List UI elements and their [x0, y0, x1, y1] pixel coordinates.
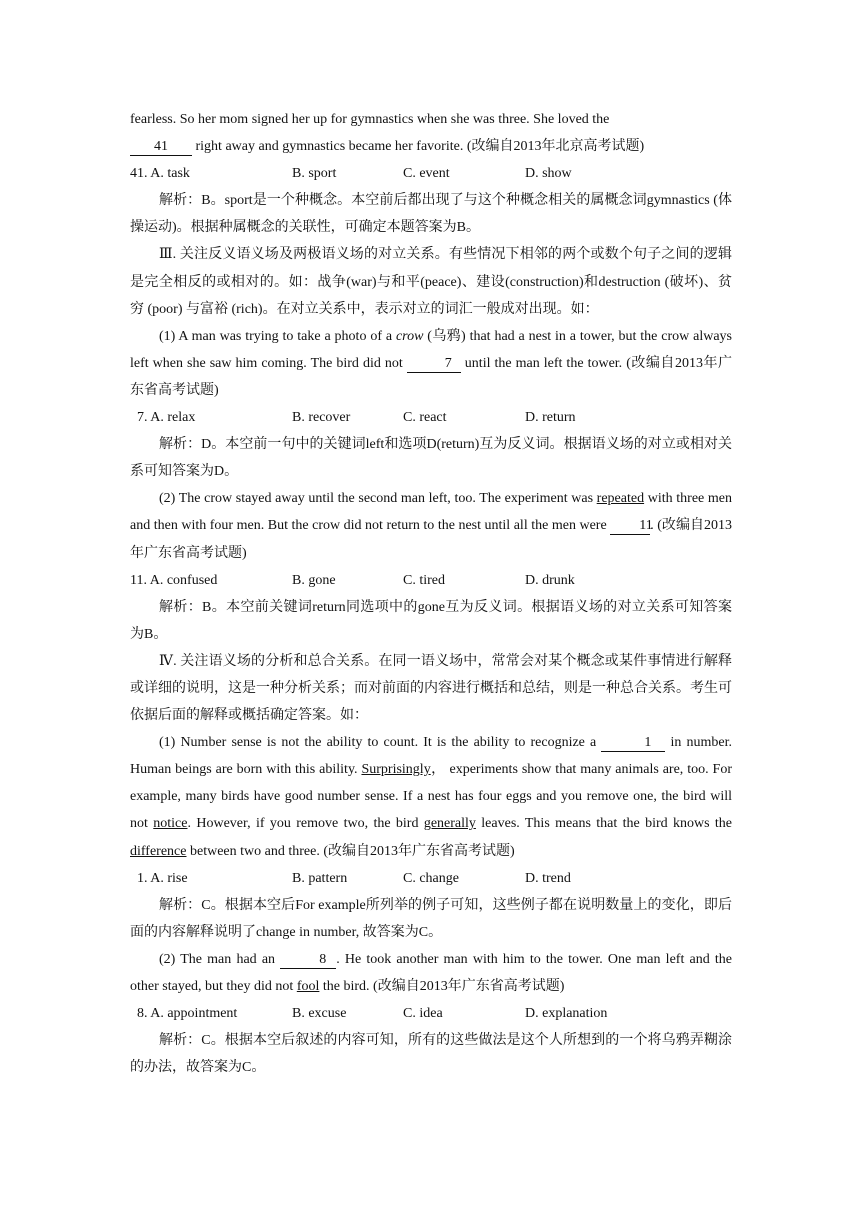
section-heading-4: Ⅳ. 关注语义场的分析和总合关系。在同一语义场中，常常会对某个概念或某件事情进行解释或详细的说明，这是一种分析关系；而对前面的内容进行概括和总结，则是一种总合关系。考生可依据后面的解释或概括确定答案。如： — [130, 653, 732, 724]
document-page — [130, 106, 732, 1081]
analysis-text: 解析：D。本空前一句中的关键词left和选项D(return)互为反义词。根据语义场的对立或相对关系可知答案为D。 — [130, 437, 732, 480]
answer-options: 8. A. appointment B. excuse C. idea D. explanation — [137, 1006, 608, 1022]
example-text: (2) The crow stayed away until the second man left, too. The experiment was repeated with three men and then with four men. But the crow did not return to the nest until all the men were 11. (改编自2013年广东省高考试题) — [130, 491, 732, 561]
blank-7: 7 — [407, 355, 461, 373]
section-heading-3: Ⅲ. 关注反义语义场及两极语义场的对立关系。有些情况下相邻的两个或数个句子之间的逻辑是完全相反的或相对的。如：战争(war)与和平(peace)、建设(construction)和destruction (破坏)、贫穷 (poor) 与富裕 (rich)。在对立关系中，表示对立的词汇一般成对出现。如： — [130, 247, 732, 317]
analysis-text: 解析：C。根据本空后For example所列举的例子可知，这些例子都在说明数量上的变化，即后面的内容解释说明了change in number, 故答案为C。 — [130, 897, 732, 940]
answer-options: 7. A. relax B. recover C. react D. return — [137, 410, 576, 426]
analysis-text: 解析：B。本空前关键词return同选项中的gone互为反义词。根据语义场的对立关系可知答案为B。 — [130, 599, 732, 642]
example-text: (1) Number sense is not the ability to count. It is the ability to recognize a 1 in number. Human beings are born with this ability. Surprisingly， experiments show that many animals are, too. For example, many birds have good number sense. If a nest has four eggs and you remove one, the bird will not notice. However, if you remove two, the bird generally leaves. This means that the bird knows the difference between two and three. (改编自2013年广东省高考试题) — [130, 735, 733, 859]
blank-41: 41 — [130, 138, 192, 156]
blank-11: 11 — [610, 517, 650, 535]
passage-text: 41 right away and gymnastics became her favorite. (改编自2013年北京高考试题) — [130, 133, 732, 160]
blank-8: 8 — [280, 951, 336, 969]
passage-text: fearless. So her mom signed her up for gymnastics when she was three. She loved the — [130, 112, 610, 127]
answer-options: 1. A. rise B. pattern C. change D. trend — [137, 870, 571, 886]
analysis-text: 解析：C。根据本空后叙述的内容可知，所有的这些做法是这个人所想到的一个将乌鸦弄糊涂的办法，故答案为C。 — [130, 1033, 732, 1076]
example-text: (1) A man was trying to take a photo of a crow (乌鸦) that had a nest in a tower, but the crow always left when she saw him coming. The bird did not 7 until the man left the tower. (改编自2013年广东省高考试题) — [130, 328, 732, 398]
answer-options: 11. A. confused B. gone C. tired D. drunk — [130, 572, 575, 588]
answer-options: 41. A. task B. sport C. event D. show — [130, 166, 572, 182]
analysis-text: 解析：B。sport是一个种概念。本空前后都出现了与这个种概念相关的属概念词gymnastics (体操运动)。根据种属概念的关联性，可确定本题答案为B。 — [130, 193, 732, 236]
blank-1: 1 — [601, 734, 665, 752]
example-text: (2) The man had an 8 . He took another man with him to the tower. One man left and the other stayed, but they did not fool the bird. (改编自2013年广东省高考试题) — [130, 951, 732, 994]
